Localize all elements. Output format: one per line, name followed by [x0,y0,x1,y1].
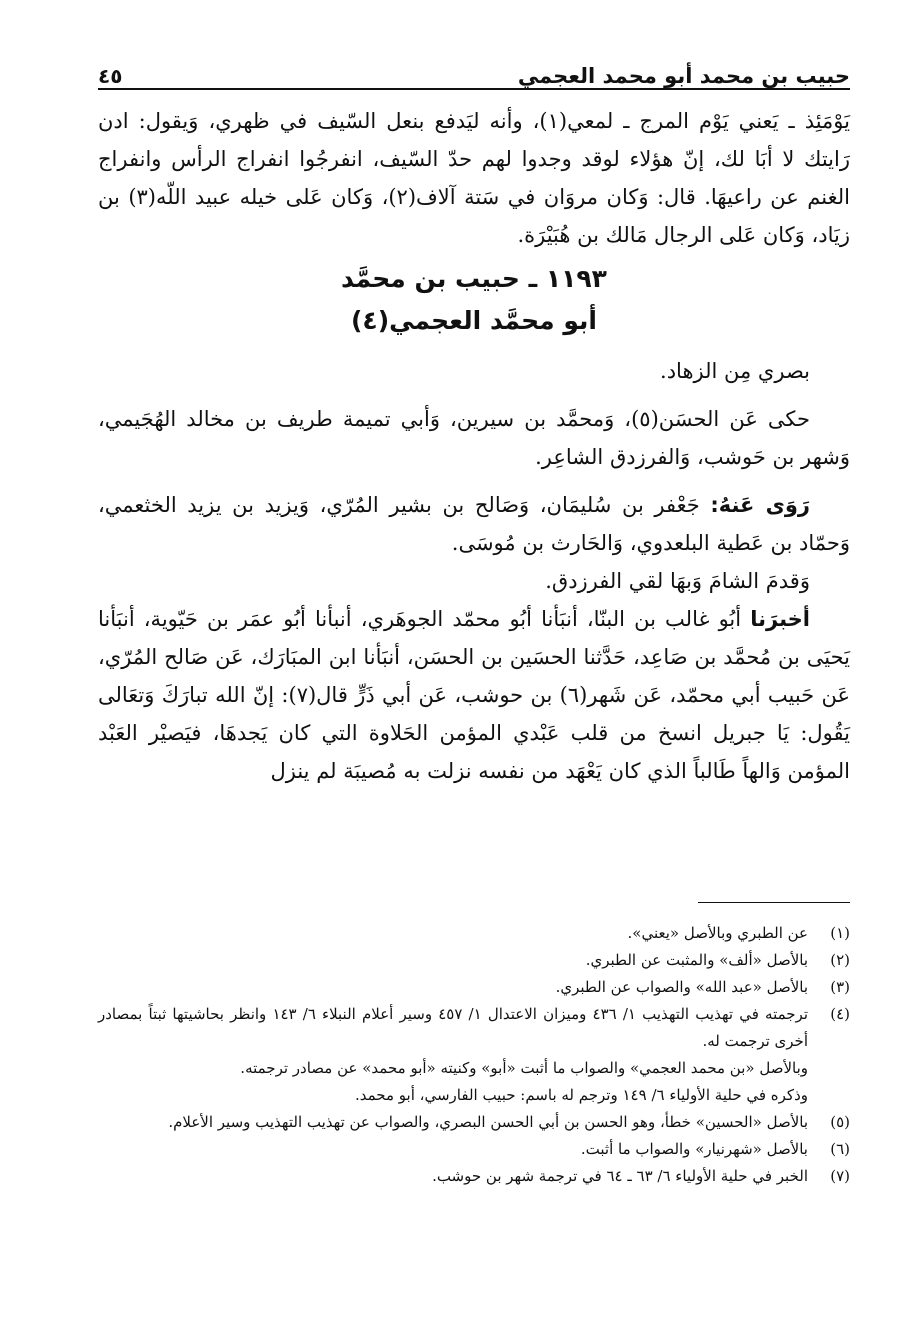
footnote [98,1109,850,1136]
footnote-separator [698,902,850,903]
paragraph-narrators [98,486,850,562]
header-title: حبيب بن محمد أبو محمد العجمي [517,64,850,88]
footnote-text: ترجمته في تهذيب التهذيب ١/ ٤٣٦ وميزان الاعتدال ١/ ٤٥٧ وسير أعلام النبلاء ٦/ ١٤٣ وانظر بحاشيتها ثبتاً بمصادر أخرى ترجمت له. [98,1005,808,1050]
footnote-number: (٦) [830,1140,850,1158]
main-text [98,102,850,790]
footnote [98,974,850,1001]
footnote [98,1136,850,1163]
book-page [98,50,850,1300]
narrators-text: جَعْفر بن سُليمَان، وَصَالح بن بشير المُرّي، وَيزيد بن يزيد الخثعمي، وَحمّاد بن عَطية البلعدوي، وَالحَارث بن مُوسَى. [98,493,850,555]
footnote-continuation [98,1082,850,1109]
footnote-text: بالأصل «ألف» والمثبت عن الطبري. [585,951,808,969]
footnote [98,947,850,974]
footnote-text: الخبر في حلية الأولياء ٦/ ٦٣ ـ ٦٤ في ترجمة شهر بن حوشب. [432,1167,808,1185]
footnote-number: (٥) [830,1113,850,1131]
paragraph-narrated-from: حكى عَن الحسَن(٥)، وَمحمَّد بن سيرين، وَأبي تميمة طريف بن مخالد الهُجَيمي، وَشهر بن حَوشب، وَالفرزدق الشاعِر. [98,407,850,469]
entry-title-line-2: أبو محمَّد العجمي(٤) [350,306,597,335]
footnote-number: (٤) [830,1005,850,1023]
footnotes [98,920,850,1190]
hadith-lead: أخبرَنا [750,607,810,631]
paragraph-hadith [98,600,850,790]
footnote-text: وبالأصل «بن محمد العجمي» والصواب ما أثبت «أبو» وكنيته «أبو محمد» عن مصادر ترجمته. [240,1059,808,1077]
footnote-text: بالأصل «عبد الله» والصواب عن الطبري. [555,978,808,996]
footnote [98,920,850,947]
entry-title [98,258,850,342]
footnote-number: (٢) [830,951,850,969]
page-number: ٤٥ [98,64,123,88]
footnote-number: (٣) [830,978,850,996]
footnote-number: (١) [830,924,850,942]
narrators-lead: رَوَى عَنهُ: [710,493,810,517]
paragraph-visit: وَقدمَ الشامَ وَبهَا لقي الفرزدق. [545,569,810,593]
footnote [98,1001,850,1055]
hadith-text: أبُو غالب بن البنّا، أنبَأنا أبُو محمّد الجوهَري، أنبأنا أبُو عمَر بن حَيّوية، أنبَأنا يَحيَى بن مُحمَّد بن صَاعِد، حَدَّثنا الحسَين بن الحسَن، أنبَأنا ابن المبَارَك، عَن صَالح المُرّي، عَن حَبيب أبي محمّد، عَن شَهر(٦) بن حوشب، عَن أبي ذَرٍّ قال(٧): إنّ الله تبارَكَ وَتعَالى يَقُول: يَا جبريل انسخ من قلب عَبْدي المؤمن الحَلاوة التي كان يَجدهَا، فيَصيْر العَبْد المؤمن وَالهاً طَالباً الذي كان يَعْهَد من نفسه نزلت به مُصيبَة لم ينزل [98,607,850,783]
footnote-text: وذكره في حلية الأولياء ٦/ ١٤٩ وترجم له باسم: حبيب الفارسي، أبو محمد. [354,1086,808,1104]
paragraph-continuation: يَوْمَئِذ ـ يَعني يَوْم المرج ـ لمعي(١)، وأنه ليَدفع بنعل السّيف في ظهري، وَيقول: ادن رَايتك لا أبَا لك، إنّ هؤلاء لوقد وجدوا لهم حدّ السّيف، انفرجُوا انفراج الرأس وانفراج الغنم عن راعيهَا. قال: وَكان مروَان في سَتة آلاف(٢)، وَكان عَلى خيله عبيد اللّه(٣) بن زيَاد، وَكان عَلى الرجال مَالك بن هُبَيْرَة. [98,109,850,247]
footnote-text: عن الطبري وبالأصل «يعني». [627,924,808,942]
paragraph-origin: بصري مِن الزهاد. [660,359,810,383]
footnote-continuation [98,1055,850,1082]
footnote-text: بالأصل «شهرنيار» والصواب ما أثبت. [580,1140,808,1158]
footnote [98,1163,850,1190]
running-header [98,50,850,90]
footnote-text: بالأصل «الحسين» خطأ، وهو الحسن بن أبي الحسن البصري، والصواب عن تهذيب التهذيب وسير الأعلام. [168,1113,808,1131]
footnote-number: (٧) [830,1167,850,1185]
entry-title-line-1: ١١٩٣ ـ حبيب بن محمَّد [341,264,607,293]
